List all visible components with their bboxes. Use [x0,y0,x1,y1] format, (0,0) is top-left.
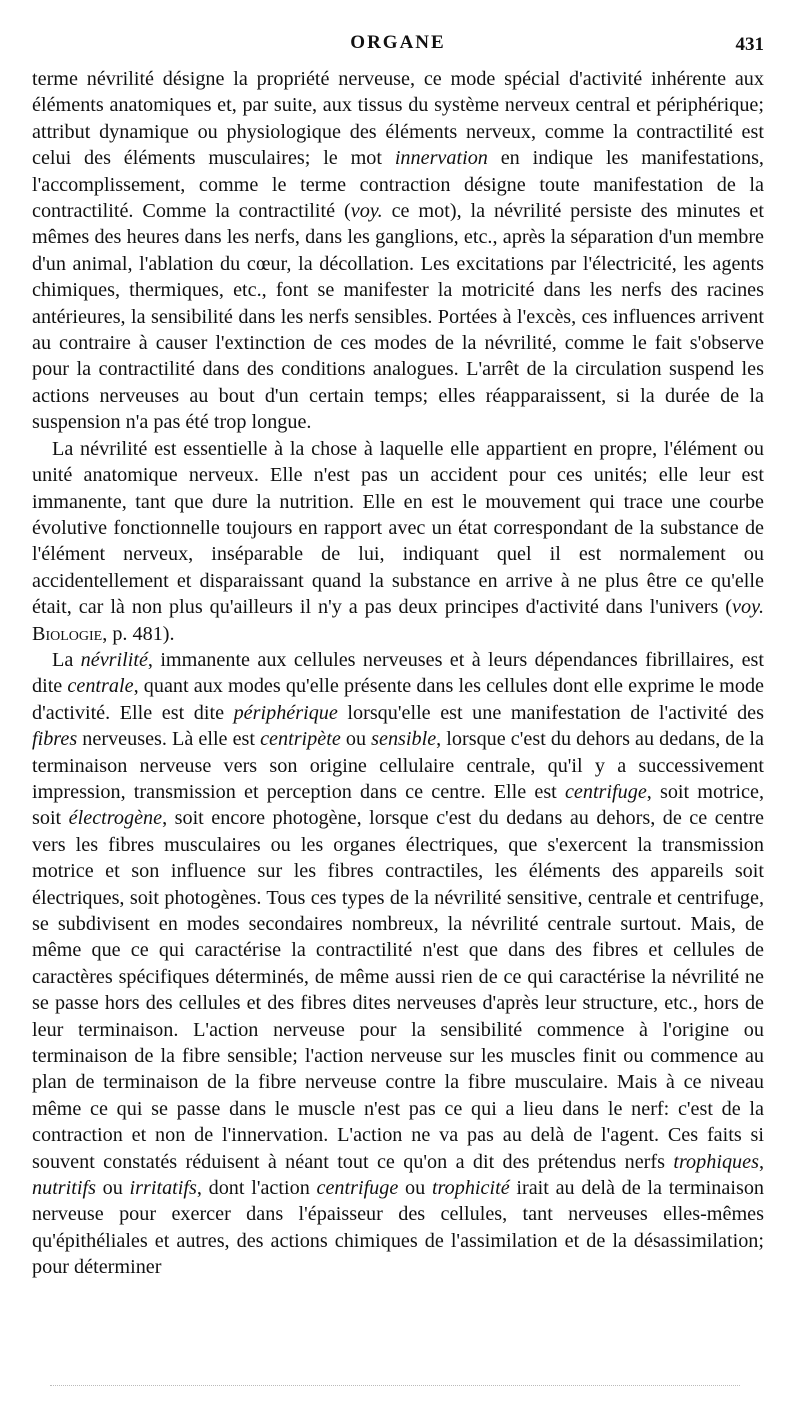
italic-term: voy. [732,596,764,619]
italic-term: fibres [32,728,78,751]
italic-term: centrifuge [316,1177,399,1200]
body-text [32,66,764,1281]
paragraph-2 [32,436,764,647]
italic-term: névrilité [80,648,148,671]
text-run: , quant aux modes qu'elle présente dans les cellules dont elle exprime le mode d'activité. Elle est dite [32,675,764,724]
italic-term: trophicité [431,1177,510,1200]
text-run: , dont l'action [196,1177,317,1200]
paragraph-1 [32,66,764,436]
paragraph-3 [32,647,764,1281]
text-run: ou [340,728,372,751]
text-run: en indique les manifestations, l'accomplissement, comme le terme contraction désigne toute manifestation de la contractilité. Comme la contractilité ( [32,147,764,223]
text-run: ou [398,1177,432,1200]
text-run: La névrilité est essentielle à la chose à laquelle elle appartient en propre, l'élément ou unité anatomique nerveux. Elle n'est pas un accident pour ces unités; elle leur est immanente, tant que dure la nutrition. Elle en est le mouvement qui trace une courbe évolutive fonctionnelle toujours en rapport avec un état correspondant de la substance de l'élément nerveux, inséparable de lui, indiquant quel il est normalement ou accidentellement et disparaissant quand la substance en arrive à ne plus être ce qu'elle était, car là non plus qu'ailleurs il n'y a pas deux principes d'activité dans l'univers ( [32,437,764,619]
text-run: irait au delà de la terminaison nerveuse pour exercer dans l'épaisseur des cellules, tant nerveuses elles-mêmes qu'épithéliales et autres, des actions chimiques de l'assimilation et de la désassimilation; pour déterminer [32,1177,765,1279]
text-run: ou [95,1177,130,1200]
italic-term: périphérique [233,701,338,724]
italic-term: centrifuge [564,780,647,803]
italic-term: irritatifs [129,1177,197,1200]
page-number: 431 [735,34,764,55]
text-run: , soit encore photogène, lorsque c'est du dedans au dehors, de ce centre vers les fibres musculaires ou les organes électriques, que s'exercent la transmission motrice et son influence sur les fibres contractiles, les éléments des appareils soit électriques, soit photogènes. Tous ces types de la névrilité sensitive, centrale et centrifuge, se subdivisent en modes secondaires nombreux, la névrilité centrale surtout. Mais, de même que ce qui caractérise la contractilité n'est que dans des fibres et cellules de caractères spécifiques déterminés, de même aussi rien de ce qui caractérise la névrilité ne se passe hors des cellules et des fibres dites nerveuses d'après leur structure, etc., hors de leur terminaison. L'action nerveuse pour la sensibilité commence à l'origine ou terminaison de la fibre sensible; l'action nerveuse sur les muscles finit ou commence au plan de terminaison de la fibre nerveuse contre la fibre musculaire. Mais à ce niveau même ce qui se passe dans le muscle n'est pas ce qui a lieu dans le nerf: c'est de la contraction et non de l'innervation. L'action ne va pas au delà de l'agent. Ces faits si souvent constatés réduisent à néant tout ce qu'on a dit des prétendus nerfs [32,807,765,1173]
text-run: nerveuses. Là elle est [77,728,261,751]
text-run: ce mot), la névrilité persiste des minutes et mêmes des heures dans les nerfs, dans les ganglions, etc., après la séparation d'un membre d'un animal, l'ablation du cœur, la décollation. Les excitations par l'électricité, les agents chimiques, thermiques, etc., font se manifester la motricité dans les nerfs des racines antérieures, la sensibilité dans les nerfs sensibles. Portées à l'excès, ces influences arrivent au contraire à causer l'extinction de ces modes de la névrilité, comme le fait s'observe pour la contractilité dans des conditions analogues. L'arrêt de la circulation suspend les actions nerveuses au bout d'un certain temps; elles réapparaissent, si la durée de la suspension n'a pas été trop longue. [32,200,764,434]
text-run: lorsqu'elle est une manifestation de l'activité des [337,701,764,724]
cross-reference: Biologie [32,622,103,645]
text-run: , immanente aux cellules nerveuses et à leurs dépendances fibrillaires, est dite [32,648,765,698]
text-run: , [758,1150,764,1173]
italic-term: voy. [350,200,383,223]
text-run: , p. 481). [102,622,175,645]
italic-term: nutritifs [32,1177,96,1200]
text-run: terme névrilité désigne la propriété nerveuse, ce mode spécial d'activité inhérente aux éléments anatomiques et, par suite, aux tissus du système nerveux central et périphérique; attribut dynamique ou physiologique des éléments nerveux, comme la contractilité est celui des éléments musculaires; le mot [32,68,764,170]
italic-term: centripète [260,728,341,751]
italic-term: sensible [371,728,437,751]
text-run: La [52,648,81,671]
italic-term: trophiques [673,1150,759,1173]
text-run: , soit motrice, soit [32,780,764,830]
footer-dotted-rule [50,1385,740,1388]
italic-term: électrogène [68,807,163,830]
italic-term: centrale [67,675,134,698]
text-run: , lorsque c'est du dehors au dedans, de la terminaison nerveuse vers son origine cellulaire centrale, qu'il y a successivement impression, transmission et perception dans ce centre. Elle est [32,728,765,803]
italic-term: innervation [394,147,488,170]
page-header [32,30,764,66]
running-title: ORGANE [350,32,446,53]
